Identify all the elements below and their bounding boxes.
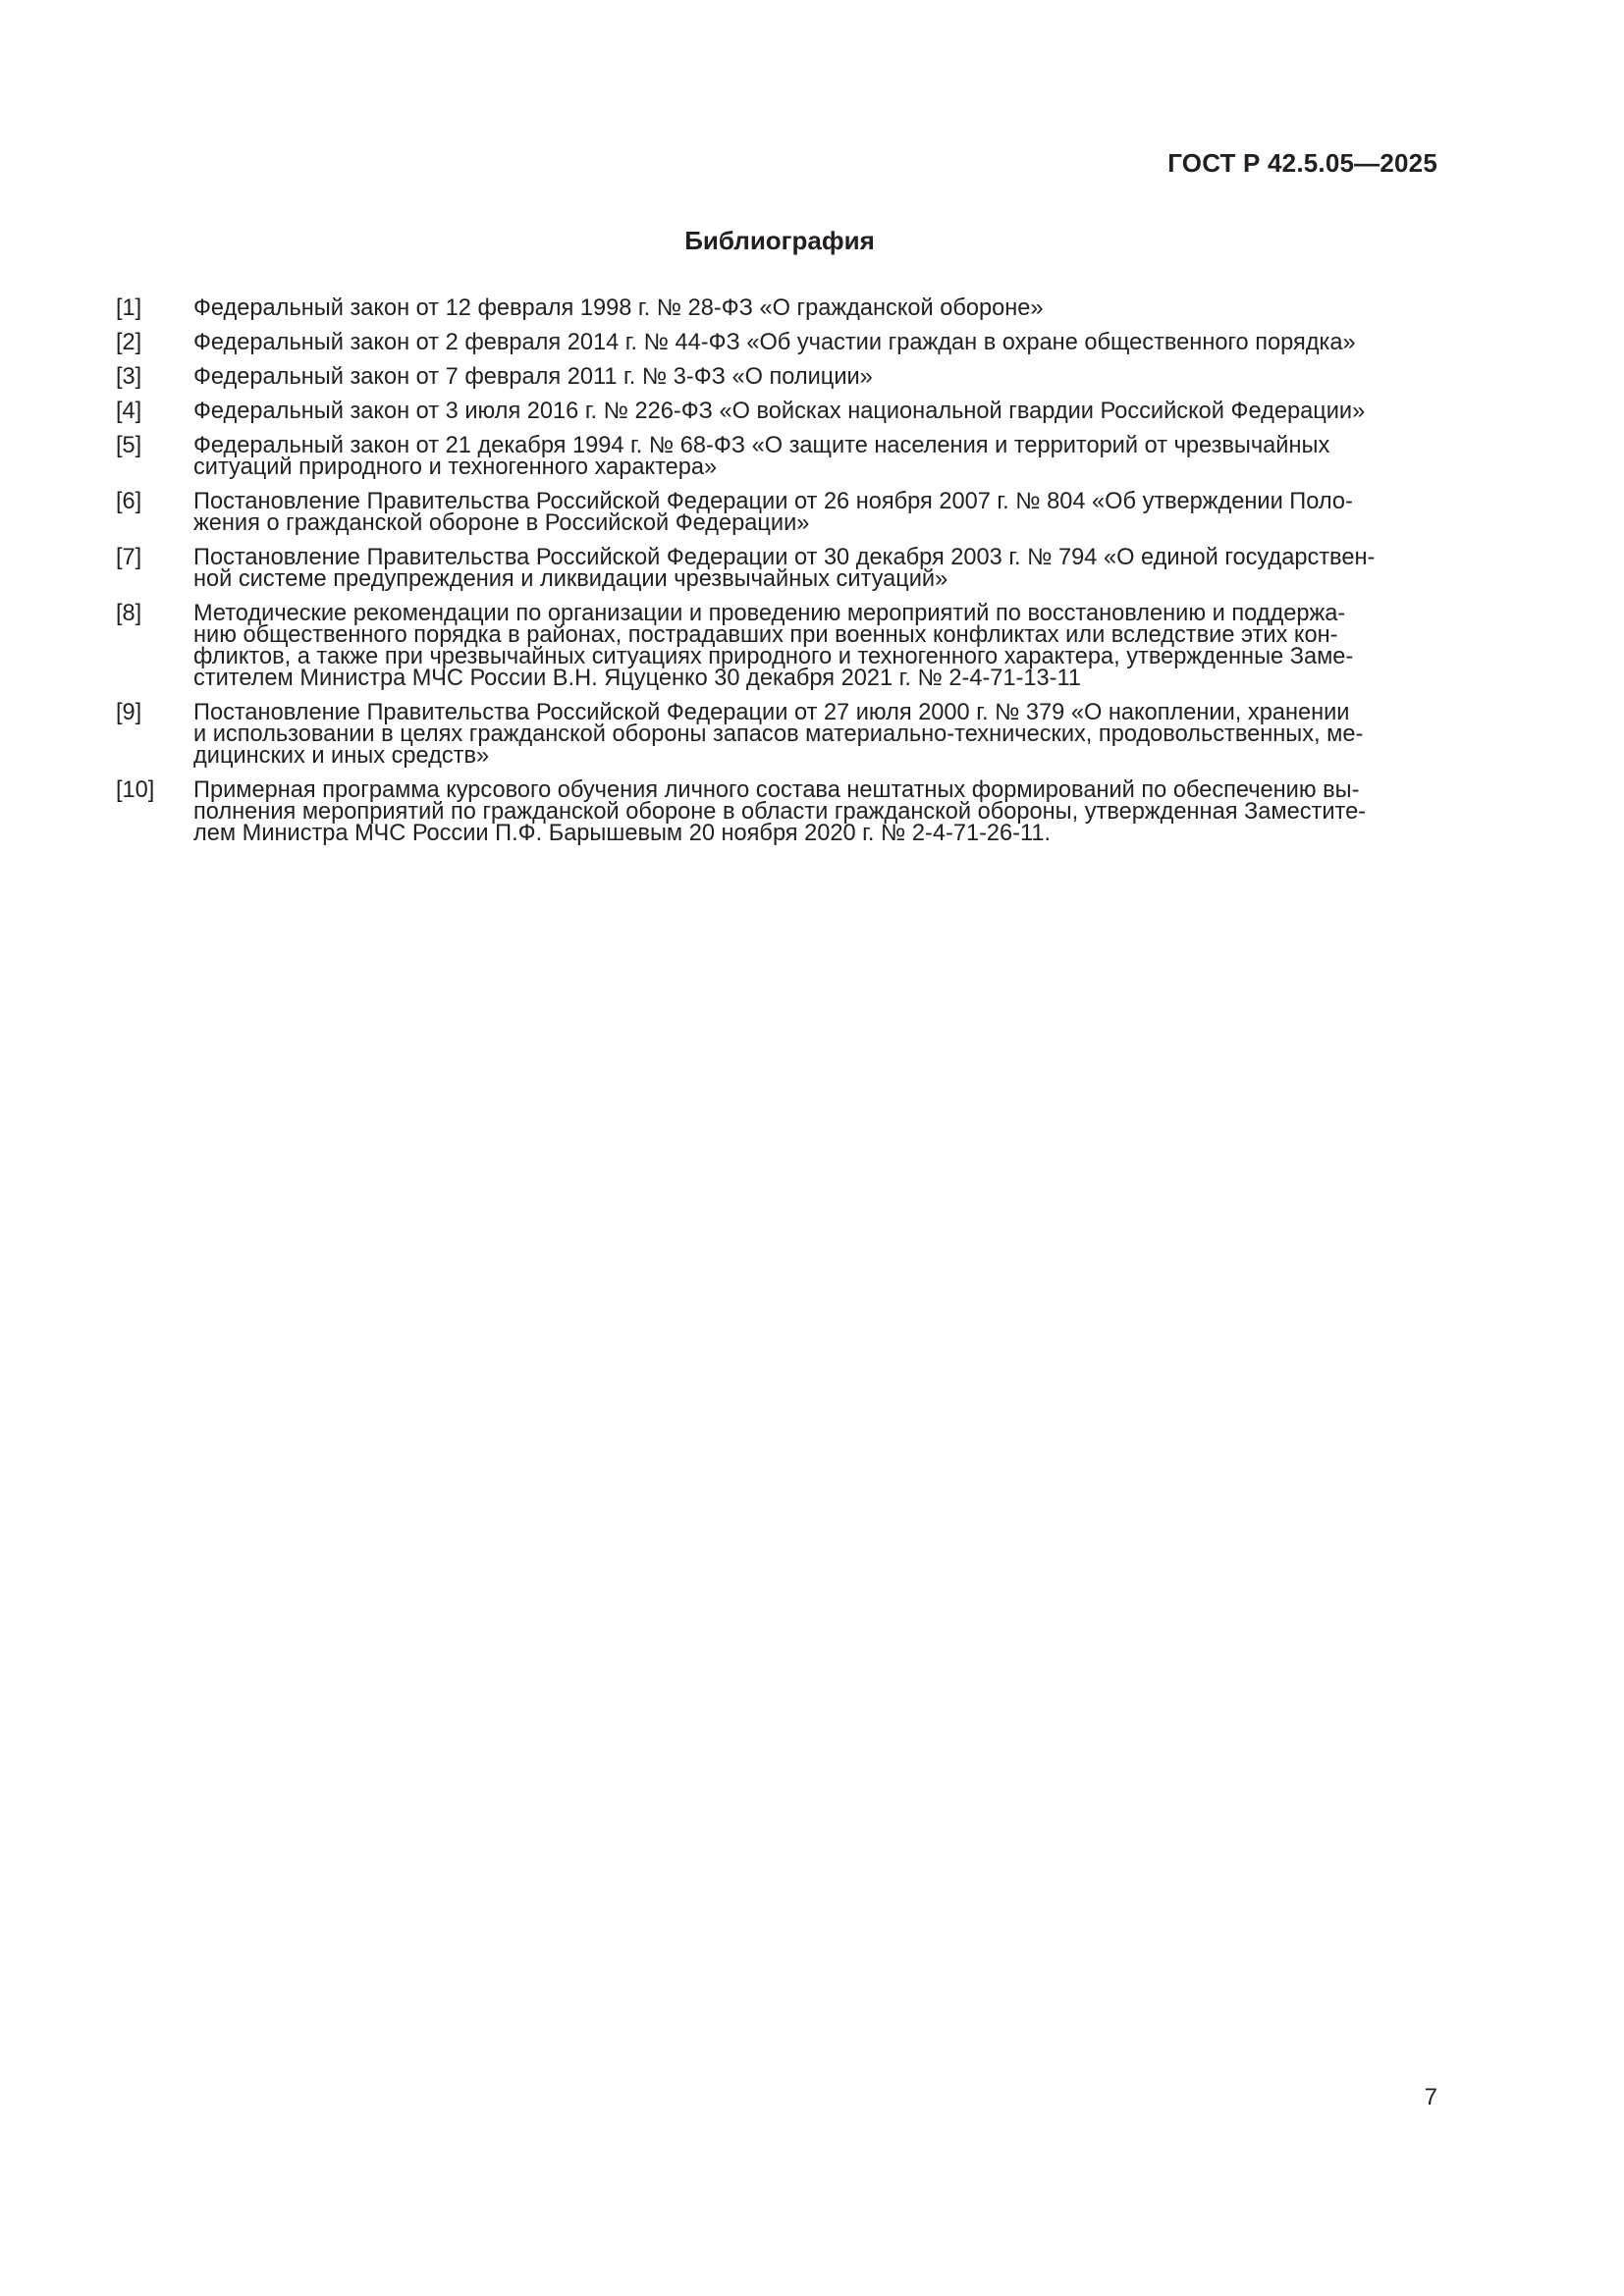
bibliography-entry-number: [10] [116,777,155,803]
bibliography-entry-text [193,297,1437,319]
bibliography-entry-number: [7] [116,545,142,570]
bibliography-entry [116,400,1437,422]
bibliography-entry-text [193,366,1437,388]
bibliography-entry-line: Примерная программа курсового обучения личного состава нештатных формирований по обеспечению вы- [193,777,1360,803]
bibliography-entry-line: Федеральный закон от 21 декабря 1994 г. № 68-ФЗ «О защите населения и территорий от чрезвычайных [193,433,1330,458]
bibliography-entry [116,366,1437,388]
bibliography-entry-number: [3] [116,364,142,390]
bibliography-entry-line: Федеральный закон от 3 июля 2016 г. № 226-ФЗ «О войсках национальной гвардии Российской Федерации» [193,399,1366,424]
bibliography-entry-line: жения о гражданской обороне в Российской Федерации» [193,510,810,536]
bibliography-entry-text [193,332,1437,353]
bibliography-entry-number: [4] [116,399,142,424]
bibliography-entry-line: и использовании в целях гражданской обороны запасов материально-технических, продовольственных, ме- [193,721,1364,747]
bibliography-entry [116,332,1437,353]
bibliography-entry-text [193,547,1437,590]
bibliography-entry-line: ситуаций природного и техногенного характера» [193,454,718,480]
bibliography-entry-line: Федеральный закон от 12 февраля 1998 г. № 28-ФЗ «О гражданской обороне» [193,295,1044,321]
bibliography-entry-line: ной системе предупреждения и ликвидации чрезвычайных ситуаций» [193,566,948,592]
bibliography-entry-text [193,491,1437,534]
bibliography-entry-number: [1] [116,295,142,321]
bibliography-entry [116,297,1437,319]
page-number: 7 [1424,2084,1437,2110]
bibliography-entry [116,547,1437,590]
bibliography-entry [116,702,1437,767]
bibliography-entry-line: Федеральный закон от 7 февраля 2011 г. № 3-ФЗ «О полиции» [193,364,873,390]
bibliography-entry-line: стителем Министра МЧС России В.Н. Яцуценко 30 декабря 2021 г. № 2-4-71-13-11 [193,666,1082,691]
bibliography-entry [116,491,1437,534]
bibliography-entry-text [193,435,1437,478]
bibliography-entry-text [193,400,1437,422]
bibliography-entry-line: дицинских и иных средств» [193,743,490,769]
bibliography-entry-number: [6] [116,489,142,514]
bibliography-entry [116,435,1437,478]
bibliography-entry-line: Постановление Правительства Российской Федерации от 26 ноября 2007 г. № 804 «Об утверждении Поло- [193,489,1353,514]
bibliography-entry-number: [9] [116,700,142,725]
bibliography-entry-number: [5] [116,433,142,458]
section-title: Библиография [684,226,875,255]
bibliography-entry [116,779,1437,844]
bibliography-entry-line: фликтов, а также при чрезвычайных ситуациях природного и техногенного характера, утвержденные Заме- [193,644,1354,669]
bibliography-entry-number: [2] [116,330,142,355]
bibliography-entry-line: Федеральный закон от 2 февраля 2014 г. № 44-ФЗ «Об участии граждан в охране общественного порядка» [193,330,1356,355]
bibliography-entry-line: Методические рекомендации по организации и проведению мероприятий по восстановлению и поддержа- [193,601,1346,626]
document-code: ГОСТ Р 42.5.05—2025 [1167,148,1437,178]
bibliography-entry-line: Постановление Правительства Российской Федерации от 27 июля 2000 г. № 379 «О накоплении, хранении [193,700,1350,725]
bibliography-entry-number: [8] [116,601,142,626]
bibliography-list [116,297,1437,857]
bibliography-entry-text [193,779,1437,844]
bibliography-entry-text [193,702,1437,767]
bibliography-entry-line: нию общественного порядка в районах, пострадавших при военных конфликтах или вследствие этих кон- [193,622,1338,648]
bibliography-entry-text [193,603,1437,689]
bibliography-entry-line: лем Министра МЧС России П.Ф. Барышевым 20 ноября 2020 г. № 2-4-71-26-11. [193,821,1052,846]
bibliography-entry [116,603,1437,689]
bibliography-entry-line: Постановление Правительства Российской Федерации от 30 декабря 2003 г. № 794 «О единой государствен- [193,545,1376,570]
bibliography-entry-line: полнения мероприятий по гражданской обороне в области гражданской обороны, утвержденная Заместите- [193,799,1367,825]
